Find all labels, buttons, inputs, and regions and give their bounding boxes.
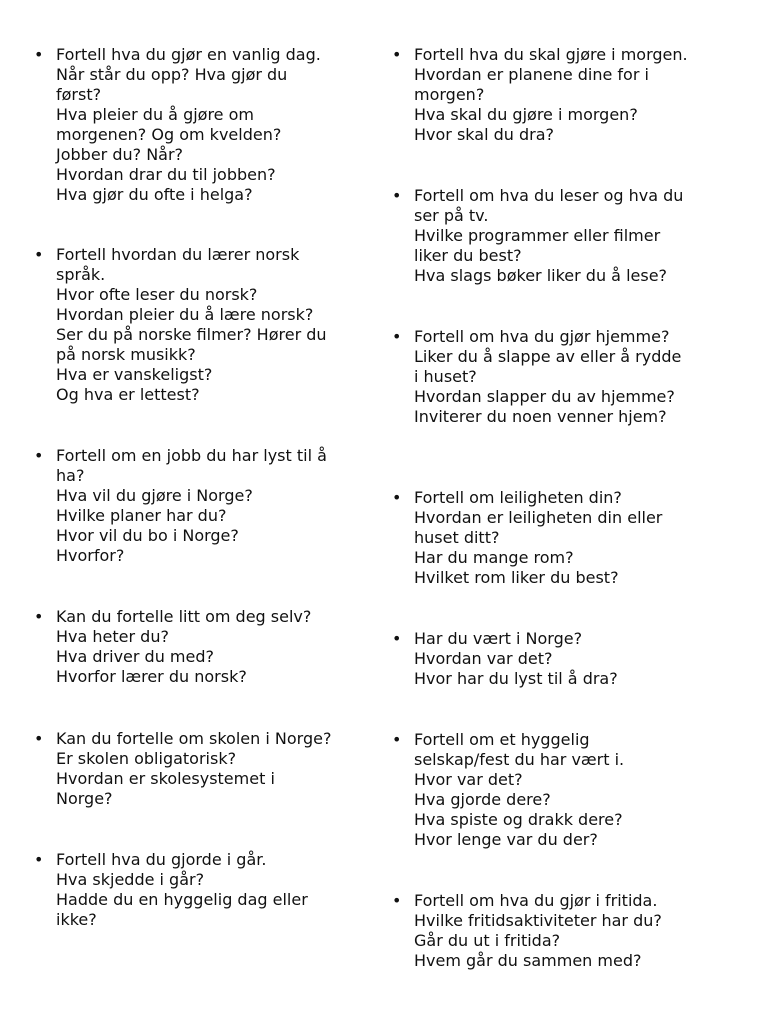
bullet-icon: • [392, 730, 402, 749]
question-text: Fortell om leiligheten din? Hvordan er leiligheten din eller huset ditt? Har du mange rom? Hvilket rom liker du best? [414, 488, 663, 587]
question-text: Fortell om hva du gjør hjemme? Liker du å slappe av eller å rydde i huset? Hvordan slapper du av hjemme? Inviterer du noen venner hjem? [414, 327, 682, 426]
bullet-icon: • [34, 446, 44, 465]
question-text: Kan du fortelle litt om deg selv? Hva heter du? Hva driver du med? Hvorfor lærer du norsk? [56, 607, 312, 686]
question-text: Fortell hva du skal gjøre i morgen. Hvordan er planene dine for i morgen? Hva skal du gjøre i morgen? Hvor skal du dra? [414, 45, 688, 144]
bullet-icon: • [34, 245, 44, 264]
question-text: Kan du fortelle om skolen i Norge? Er skolen obligatorisk? Hvordan er skolesystemet i Norge? [56, 729, 332, 808]
question-text: Fortell hvordan du lærer norsk språk. Hvor ofte leser du norsk? Hvordan pleier du å lære norsk? Ser du på norske filmer? Hører du på norsk musikk? Hva er vanskeligst? Og hva er lettest? [56, 245, 327, 404]
question-text: Fortell om hva du leser og hva du ser på tv. Hvilke programmer eller filmer liker du best? Hva slags bøker liker du å lese? [414, 186, 684, 285]
question-text: Fortell om et hyggelig selskap/fest du har vært i. Hvor var det? Hva gjorde dere? Hva spiste og drakk dere? Hvor lenge var du der? [414, 730, 625, 849]
question-text: Fortell hva du gjør en vanlig dag. Når står du opp? Hva gjør du først? Hva pleier du å gjøre om morgenen? Og om kvelden? Jobber du? Når? Hvordan drar du til jobben? Hva gjør du ofte i helga? [56, 45, 321, 204]
bullet-icon: • [392, 186, 402, 205]
bullet-icon: • [34, 45, 44, 64]
bullet-icon: • [392, 891, 402, 910]
bullet-icon: • [392, 488, 402, 507]
bullet-icon: • [392, 45, 402, 64]
question-text: Har du vært i Norge? Hvordan var det? Hvor har du lyst til å dra? [414, 629, 618, 688]
bullet-icon: • [34, 850, 44, 869]
question-text: Fortell om en jobb du har lyst til å ha? Hva vil du gjøre i Norge? Hvilke planer har du? Hvor vil du bo i Norge? Hvorfor? [56, 446, 327, 565]
bullet-icon: • [34, 607, 44, 626]
bullet-icon: • [392, 629, 402, 648]
bullet-icon: • [392, 327, 402, 346]
question-text: Fortell hva du gjorde i går. Hva skjedde i går? Hadde du en hyggelig dag eller ikke? [56, 850, 308, 929]
question-text: Fortell om hva du gjør i fritida. Hvilke fritidsaktiviteter har du? Går du ut i fritida? Hvem går du sammen med? [414, 891, 662, 970]
bullet-icon: • [34, 729, 44, 748]
